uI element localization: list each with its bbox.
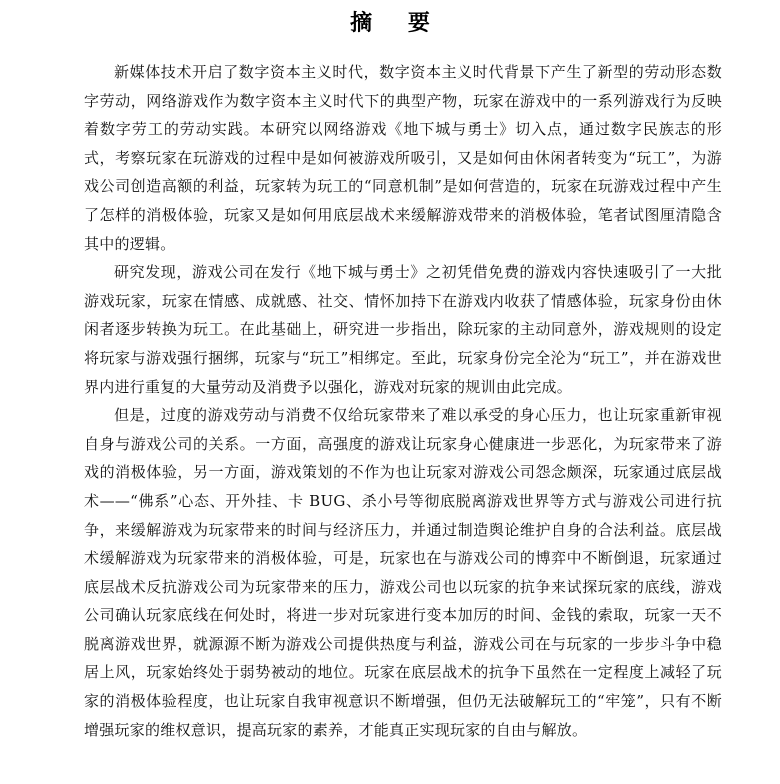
abstract-body bbox=[84, 58, 722, 744]
page-title: 摘 要 bbox=[350, 10, 444, 36]
paragraph-resistance: 但是，过度的游戏劳动与消费不仅给玩家带来了难以承受的身心压力，也让玩家重新审视自身与游戏公司的关系。一方面，高强度的游戏让玩家身心健康进一步恶化，为玩家带来了游戏的消极体验，另一方面，游戏策划的不作为也让玩家对游戏公司怨念颇深，玩家通过底层战术——“佛系”心态、开外挂、卡 BUG、杀小号等彻底脱离游戏世界等方式与游戏公司进行抗争，来缓解游戏为玩家带来的时间与经济压力，并通过制造舆论维护自身的合法利益。底层战术缓解游戏为玩家带来的消极体验，可是，玩家也在与游戏公司的博弈中不断倒退，玩家通过底层战术反抗游戏公司为玩家带来的压力，游戏公司也以玩家的抗争来试探玩家的底线，游戏公司确认玩家底线在何处时，将进一步对玩家进行变本加厉的时间、金钱的索取，玩家一天不脱离游戏世界，就源源不断为游戏公司提供热度与利益，游戏公司在与玩家的一步步斗争中稳居上风，玩家始终处于弱势被动的地位。玩家在底层战术的抗争下虽然在一定程度上减轻了玩家的消极体验程度，也让玩家自我审视意识不断增强，但仍无法破解玩工的“牢笼”，只有不断增强玩家的维权意识，提高玩家的素养，才能真正实现玩家的自由与解放。 bbox=[84, 406, 722, 739]
paragraph-intro: 新媒体技术开启了数字资本主义时代，数字资本主义时代背景下产生了新型的劳动形态数字劳动，网络游戏作为数字资本主义时代下的典型产物，玩家在游戏中的一系列游戏行为反映着数字劳工的劳动实践。本研究以网络游戏《地下城与勇士》切入点，通过数字民族志的形式，考察玩家在玩游戏的过程中是如何被游戏所吸引，又是如何由休闲者转变为“玩工”，为游戏公司创造高额的利益，玩家转为玩工的“同意机制”是如何营造的，玩家在玩游戏过程中产生了怎样的消极体验，玩家又是如何用底层战术来缓解游戏带来的消极体验，笔者试图厘清隐含其中的逻辑。 bbox=[84, 63, 722, 253]
paragraph-findings: 研究发现，游戏公司在发行《地下城与勇士》之初凭借免费的游戏内容快速吸引了一大批游戏玩家，玩家在情感、成就感、社交、情怀加持下在游戏内收获了情感体验，玩家身份由休闲者逐步转换为玩工。在此基础上，研究进一步指出，除玩家的主动同意外，游戏规则的设定将玩家与游戏强行捆绑，玩家与“玩工”相绑定。至此，玩家身份完全沦为“玩工”，并在游戏世界内进行重复的大量劳动及消费予以强化，游戏对玩家的规训由此完成。 bbox=[84, 263, 722, 396]
